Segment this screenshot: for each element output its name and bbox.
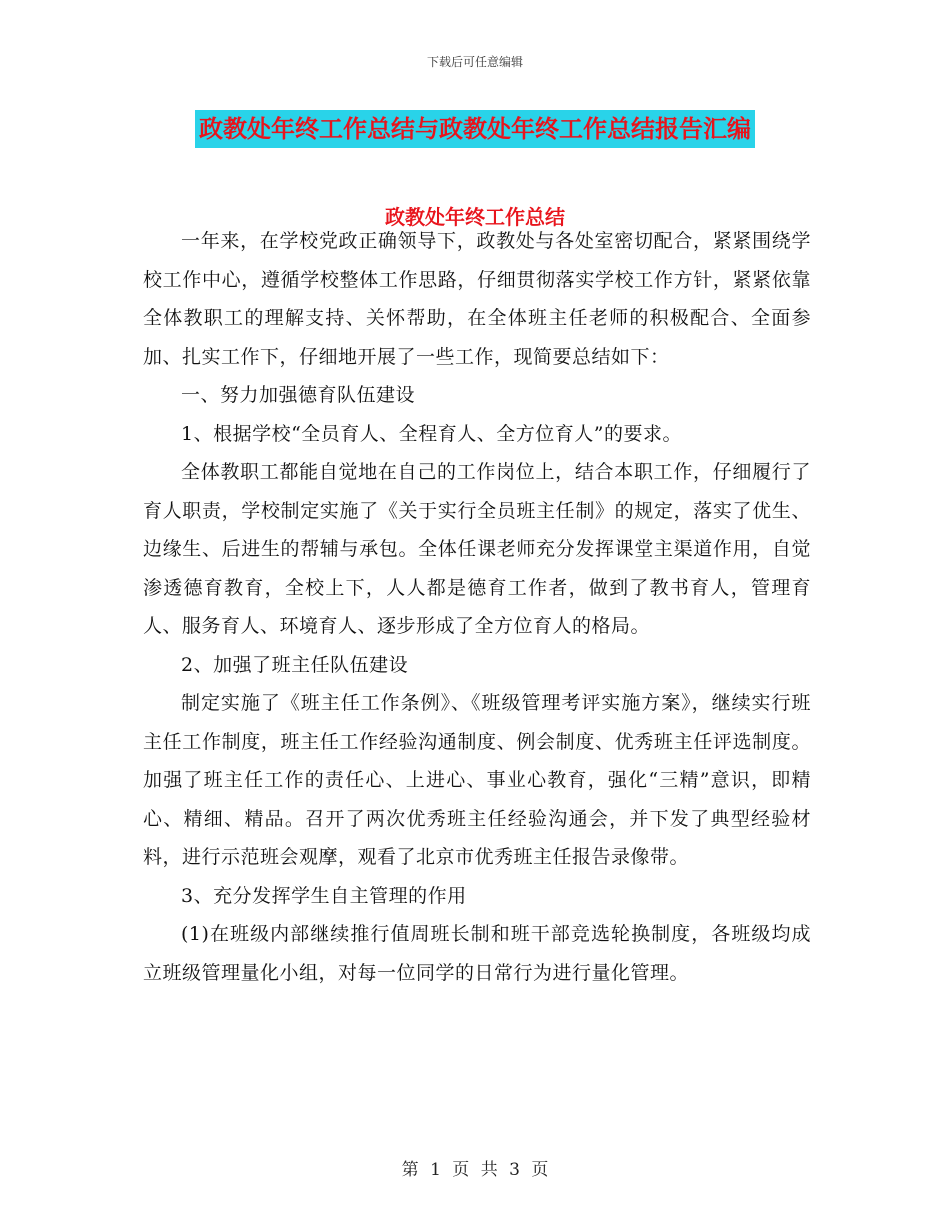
paragraph: 全体教职工都能自觉地在自己的工作岗位上，结合本职工作，仔细履行了育人职责，学校制定实施了《关于实行全员班主任制》的规定，落实了优生、边缘生、后进生的帮辅与承包。全体任课老师充分发挥课堂主渠道作用，自觉渗透德育教育，全校上下，人人都是德育工作者，做到了教书育人，管理育人、服务育人、环境育人、逐步形成了全方位育人的格局。 [143,461,811,637]
paragraph: 2、加强了班主任队伍建设 [181,653,409,676]
paragraph: 1、根据学校“全员育人、全程育人、全方位育人”的要求。 [181,422,683,445]
paragraph: (1)在班级内部继续推行值周班长制和班干部竞选轮换制度，各班级均成立班级管理量化小组，对每一位同学的日常行为进行量化管理。 [143,923,811,984]
paragraph: 一、努力加强德育队伍建设 [181,384,416,406]
paragraph: 制定实施了《班主任工作条例》、《班级管理考评实施方案》，继续实行班主任工作制度，班主任工作经验沟通制度、例会制度、优秀班主任评选制度。加强了班主任工作的责任心、上进心、事业心教育，强化“三精”意识，即精心、精细、精品。召开了两次优秀班主任经验沟通会，并下发了典型经验材料，进行示范班会观摩，观看了北京市优秀班主任报告录像带。 [143,692,811,868]
page-indicator: 第 1 页 共 3 页 [401,1160,549,1180]
paragraph: 3、充分发挥学生自主管理的作用 [181,884,467,907]
main-title: 政教处年终工作总结与政教处年终工作总结报告汇编 [195,110,755,148]
body-text [143,222,811,992]
paragraph: 一年来，在学校党政正确领导下，政教处与各处室密切配合，紧紧围绕学校工作中心，遵循学校整体工作思路，仔细贯彻落实学校工作方针，紧紧依靠全体教职工的理解支持、关怀帮助，在全体班主任老师的积极配合、全面参加、扎实工作下，仔细地开展了一些工作，现简要总结如下： [143,230,811,368]
header-note: 下载后可任意编辑 [426,55,523,69]
section-title: 政教处年终工作总结 [385,205,565,229]
